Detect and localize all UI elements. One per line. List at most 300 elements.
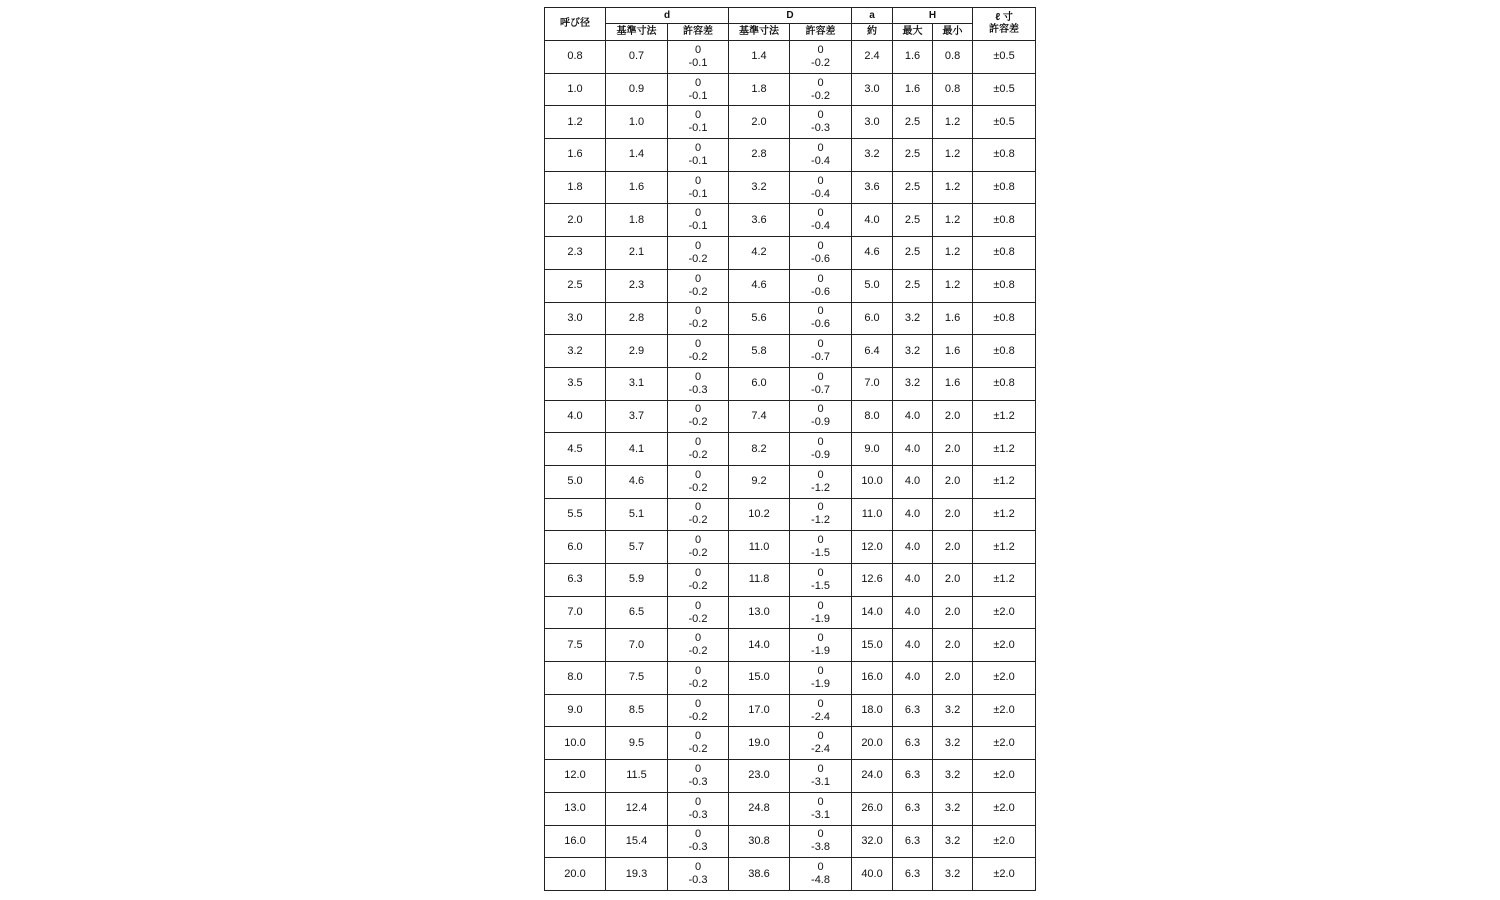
cell-H-min: 1.2 bbox=[933, 204, 973, 237]
cell-d-tolerance bbox=[668, 727, 729, 760]
cell-d-tolerance bbox=[668, 825, 729, 858]
table-row bbox=[545, 825, 1036, 858]
cell-D-tolerance bbox=[790, 858, 852, 891]
tolerance-upper: 0 bbox=[817, 795, 824, 808]
dimension-table bbox=[544, 7, 1036, 891]
tolerance-lower: -0.1 bbox=[688, 187, 708, 200]
cell-D-basic: 10.2 bbox=[729, 498, 790, 531]
tolerance-upper: 0 bbox=[694, 338, 702, 351]
cell-a-approx: 32.0 bbox=[852, 825, 893, 858]
tolerance-upper: 0 bbox=[817, 730, 824, 743]
cell-d-tolerance bbox=[668, 531, 729, 564]
cell-D-tolerance bbox=[790, 596, 852, 629]
cell-d-tolerance bbox=[668, 760, 729, 793]
cell-nominal-size: 1.2 bbox=[545, 106, 606, 139]
table-row bbox=[545, 237, 1036, 270]
cell-d-tolerance bbox=[668, 629, 729, 662]
cell-D-tolerance bbox=[790, 629, 852, 662]
cell-D-tolerance bbox=[790, 106, 852, 139]
cell-l-tolerance: ±0.8 bbox=[973, 139, 1036, 172]
table-row bbox=[545, 139, 1036, 172]
tolerance-lower: -0.2 bbox=[688, 514, 708, 527]
table-row bbox=[545, 629, 1036, 662]
cell-nominal-size: 3.2 bbox=[545, 335, 606, 368]
cell-H-max: 4.0 bbox=[893, 531, 933, 564]
cell-d-basic: 1.8 bbox=[606, 204, 668, 237]
tolerance-lower: -0.9 bbox=[811, 449, 830, 462]
cell-a-approx: 12.0 bbox=[852, 531, 893, 564]
cell-d-tolerance bbox=[668, 269, 729, 302]
tolerance-upper: 0 bbox=[694, 762, 702, 775]
table-row bbox=[545, 41, 1036, 74]
cell-nominal-size: 9.0 bbox=[545, 694, 606, 727]
cell-D-basic: 17.0 bbox=[729, 694, 790, 727]
cell-H-max: 2.5 bbox=[893, 269, 933, 302]
cell-nominal-size: 10.0 bbox=[545, 727, 606, 760]
cell-d-tolerance bbox=[668, 204, 729, 237]
tolerance-lower: -1.5 bbox=[811, 579, 830, 592]
cell-H-min: 1.6 bbox=[933, 302, 973, 335]
cell-a-approx: 14.0 bbox=[852, 596, 893, 629]
cell-D-basic: 5.8 bbox=[729, 335, 790, 368]
cell-d-tolerance bbox=[668, 139, 729, 172]
cell-d-tolerance bbox=[668, 792, 729, 825]
header-a-approx: 約 bbox=[852, 24, 893, 41]
cell-H-max: 2.5 bbox=[893, 139, 933, 172]
cell-a-approx: 16.0 bbox=[852, 662, 893, 695]
cell-d-tolerance bbox=[668, 335, 729, 368]
cell-H-max: 6.3 bbox=[893, 858, 933, 891]
cell-D-tolerance bbox=[790, 433, 852, 466]
table-row bbox=[545, 171, 1036, 204]
tolerance-upper: 0 bbox=[694, 272, 702, 285]
tolerance-upper: 0 bbox=[694, 305, 702, 318]
cell-d-tolerance bbox=[668, 564, 729, 597]
cell-nominal-size: 2.3 bbox=[545, 237, 606, 270]
cell-H-max: 4.0 bbox=[893, 629, 933, 662]
cell-H-max: 6.3 bbox=[893, 825, 933, 858]
table-row bbox=[545, 564, 1036, 597]
cell-H-max: 6.3 bbox=[893, 760, 933, 793]
cell-l-tolerance: ±2.0 bbox=[973, 596, 1036, 629]
cell-a-approx: 5.0 bbox=[852, 269, 893, 302]
cell-D-basic: 8.2 bbox=[729, 433, 790, 466]
cell-a-approx: 6.4 bbox=[852, 335, 893, 368]
cell-H-max: 2.5 bbox=[893, 171, 933, 204]
cell-D-basic: 30.8 bbox=[729, 825, 790, 858]
cell-d-tolerance bbox=[668, 694, 729, 727]
cell-nominal-size: 3.0 bbox=[545, 302, 606, 335]
tolerance-upper: 0 bbox=[817, 501, 824, 514]
header-D-basic: 基準寸法 bbox=[729, 24, 790, 41]
tolerance-upper: 0 bbox=[817, 76, 824, 89]
header-a: a bbox=[852, 8, 893, 24]
tolerance-upper: 0 bbox=[817, 141, 824, 154]
tolerance-upper: 0 bbox=[817, 403, 824, 416]
cell-a-approx: 3.0 bbox=[852, 73, 893, 106]
cell-H-min: 3.2 bbox=[933, 792, 973, 825]
cell-d-basic: 0.9 bbox=[606, 73, 668, 106]
cell-H-max: 6.3 bbox=[893, 694, 933, 727]
header-d: d bbox=[606, 8, 729, 24]
cell-a-approx: 40.0 bbox=[852, 858, 893, 891]
cell-d-basic: 15.4 bbox=[606, 825, 668, 858]
tolerance-upper: 0 bbox=[817, 239, 824, 252]
cell-H-max: 4.0 bbox=[893, 564, 933, 597]
cell-nominal-size: 6.3 bbox=[545, 564, 606, 597]
cell-a-approx: 20.0 bbox=[852, 727, 893, 760]
cell-d-tolerance bbox=[668, 596, 729, 629]
cell-nominal-size: 2.5 bbox=[545, 269, 606, 302]
cell-d-basic: 8.5 bbox=[606, 694, 668, 727]
cell-l-tolerance: ±0.8 bbox=[973, 302, 1036, 335]
cell-nominal-size: 7.5 bbox=[545, 629, 606, 662]
tolerance-upper: 0 bbox=[817, 566, 824, 579]
cell-D-tolerance bbox=[790, 498, 852, 531]
tolerance-upper: 0 bbox=[694, 730, 702, 743]
cell-d-tolerance bbox=[668, 73, 729, 106]
header-d-tolerance: 許容差 bbox=[668, 24, 729, 41]
cell-l-tolerance: ±0.8 bbox=[973, 269, 1036, 302]
cell-a-approx: 8.0 bbox=[852, 400, 893, 433]
cell-D-tolerance bbox=[790, 727, 852, 760]
cell-a-approx: 24.0 bbox=[852, 760, 893, 793]
cell-l-tolerance: ±2.0 bbox=[973, 694, 1036, 727]
cell-D-tolerance bbox=[790, 564, 852, 597]
cell-H-min: 1.2 bbox=[933, 139, 973, 172]
cell-l-tolerance: ±1.2 bbox=[973, 531, 1036, 564]
cell-D-tolerance bbox=[790, 465, 852, 498]
cell-a-approx: 3.6 bbox=[852, 171, 893, 204]
tolerance-lower: -3.1 bbox=[811, 808, 830, 821]
cell-H-max: 4.0 bbox=[893, 596, 933, 629]
tolerance-lower: -1.9 bbox=[811, 645, 830, 658]
tolerance-lower: -0.3 bbox=[688, 775, 708, 788]
tolerance-lower: -0.6 bbox=[811, 318, 830, 331]
table-row bbox=[545, 531, 1036, 564]
cell-H-min: 1.6 bbox=[933, 335, 973, 368]
tolerance-upper: 0 bbox=[817, 338, 824, 351]
cell-d-basic: 4.6 bbox=[606, 465, 668, 498]
tolerance-lower: -1.9 bbox=[811, 677, 830, 690]
table-row bbox=[545, 694, 1036, 727]
cell-D-tolerance bbox=[790, 367, 852, 400]
cell-l-tolerance: ±0.5 bbox=[973, 73, 1036, 106]
header-D-tolerance: 許容差 bbox=[790, 24, 852, 41]
tolerance-lower: -0.2 bbox=[688, 547, 708, 560]
cell-H-max: 4.0 bbox=[893, 662, 933, 695]
cell-D-tolerance bbox=[790, 139, 852, 172]
cell-d-tolerance bbox=[668, 106, 729, 139]
table-row bbox=[545, 73, 1036, 106]
header-d-basic: 基準寸法 bbox=[606, 24, 668, 41]
tolerance-upper: 0 bbox=[817, 664, 824, 677]
cell-D-tolerance bbox=[790, 694, 852, 727]
cell-H-max: 4.0 bbox=[893, 433, 933, 466]
cell-D-tolerance bbox=[790, 662, 852, 695]
tolerance-upper: 0 bbox=[817, 762, 824, 775]
header-H: H bbox=[893, 8, 973, 24]
cell-D-tolerance bbox=[790, 237, 852, 270]
cell-d-basic: 3.7 bbox=[606, 400, 668, 433]
tolerance-lower: -0.7 bbox=[811, 383, 830, 396]
table-row bbox=[545, 367, 1036, 400]
table-row bbox=[545, 760, 1036, 793]
cell-l-tolerance: ±2.0 bbox=[973, 825, 1036, 858]
tolerance-upper: 0 bbox=[817, 534, 824, 547]
cell-D-basic: 2.0 bbox=[729, 106, 790, 139]
cell-D-basic: 14.0 bbox=[729, 629, 790, 662]
header-l-top: ℓ 寸 bbox=[995, 12, 1013, 23]
tolerance-upper: 0 bbox=[817, 272, 824, 285]
tolerance-lower: -0.2 bbox=[688, 449, 708, 462]
cell-H-max: 2.5 bbox=[893, 237, 933, 270]
cell-D-basic: 4.2 bbox=[729, 237, 790, 270]
cell-d-tolerance bbox=[668, 400, 729, 433]
header-l-tolerance bbox=[973, 8, 1036, 41]
cell-D-tolerance bbox=[790, 531, 852, 564]
header-H-min: 最小 bbox=[933, 24, 973, 41]
cell-D-basic: 24.8 bbox=[729, 792, 790, 825]
cell-nominal-size: 20.0 bbox=[545, 858, 606, 891]
cell-D-basic: 3.6 bbox=[729, 204, 790, 237]
cell-D-tolerance bbox=[790, 400, 852, 433]
cell-D-basic: 23.0 bbox=[729, 760, 790, 793]
cell-H-min: 0.8 bbox=[933, 73, 973, 106]
tolerance-upper: 0 bbox=[694, 828, 702, 841]
tolerance-lower: -4.8 bbox=[811, 874, 830, 887]
cell-D-basic: 15.0 bbox=[729, 662, 790, 695]
cell-d-tolerance bbox=[668, 858, 729, 891]
cell-a-approx: 3.2 bbox=[852, 139, 893, 172]
tolerance-lower: -0.4 bbox=[811, 220, 830, 233]
table-row bbox=[545, 204, 1036, 237]
cell-H-min: 3.2 bbox=[933, 858, 973, 891]
cell-nominal-size: 6.0 bbox=[545, 531, 606, 564]
cell-d-basic: 19.3 bbox=[606, 858, 668, 891]
tolerance-lower: -0.6 bbox=[811, 252, 830, 265]
tolerance-upper: 0 bbox=[817, 599, 824, 612]
cell-D-tolerance bbox=[790, 41, 852, 74]
table-row bbox=[545, 662, 1036, 695]
tolerance-lower: -0.2 bbox=[688, 579, 708, 592]
cell-D-tolerance bbox=[790, 171, 852, 204]
tolerance-lower: -0.1 bbox=[688, 220, 708, 233]
tolerance-lower: -1.2 bbox=[811, 481, 830, 494]
cell-nominal-size: 0.8 bbox=[545, 41, 606, 74]
cell-D-basic: 19.0 bbox=[729, 727, 790, 760]
cell-H-max: 1.6 bbox=[893, 73, 933, 106]
cell-l-tolerance: ±1.2 bbox=[973, 400, 1036, 433]
tolerance-lower: -1.2 bbox=[811, 514, 830, 527]
tolerance-upper: 0 bbox=[817, 370, 824, 383]
cell-D-basic: 13.0 bbox=[729, 596, 790, 629]
cell-D-tolerance bbox=[790, 825, 852, 858]
cell-d-basic: 1.6 bbox=[606, 171, 668, 204]
cell-l-tolerance: ±2.0 bbox=[973, 727, 1036, 760]
cell-nominal-size: 2.0 bbox=[545, 204, 606, 237]
cell-l-tolerance: ±0.8 bbox=[973, 171, 1036, 204]
tolerance-upper: 0 bbox=[694, 403, 702, 416]
tolerance-upper: 0 bbox=[694, 664, 702, 677]
table-row bbox=[545, 335, 1036, 368]
cell-H-max: 6.3 bbox=[893, 792, 933, 825]
cell-a-approx: 2.4 bbox=[852, 41, 893, 74]
tolerance-lower: -0.3 bbox=[688, 808, 708, 821]
cell-D-tolerance bbox=[790, 73, 852, 106]
tolerance-lower: -0.9 bbox=[811, 416, 830, 429]
tolerance-upper: 0 bbox=[694, 43, 702, 56]
cell-H-min: 1.2 bbox=[933, 237, 973, 270]
cell-l-tolerance: ±0.5 bbox=[973, 106, 1036, 139]
table-body bbox=[545, 41, 1036, 891]
cell-d-basic: 2.3 bbox=[606, 269, 668, 302]
tolerance-lower: -0.2 bbox=[688, 285, 708, 298]
tolerance-upper: 0 bbox=[694, 141, 702, 154]
tolerance-upper: 0 bbox=[694, 861, 702, 874]
cell-d-basic: 1.0 bbox=[606, 106, 668, 139]
cell-H-max: 3.2 bbox=[893, 302, 933, 335]
tolerance-upper: 0 bbox=[694, 109, 702, 122]
cell-l-tolerance: ±0.8 bbox=[973, 335, 1036, 368]
tolerance-lower: -0.2 bbox=[688, 743, 708, 756]
tolerance-upper: 0 bbox=[817, 207, 824, 220]
tolerance-lower: -0.2 bbox=[811, 56, 830, 69]
table-row bbox=[545, 727, 1036, 760]
cell-H-min: 0.8 bbox=[933, 41, 973, 74]
tolerance-upper: 0 bbox=[694, 76, 702, 89]
cell-D-basic: 6.0 bbox=[729, 367, 790, 400]
header-D: D bbox=[729, 8, 852, 24]
cell-H-max: 2.5 bbox=[893, 204, 933, 237]
tolerance-upper: 0 bbox=[694, 501, 702, 514]
cell-H-min: 2.0 bbox=[933, 433, 973, 466]
cell-H-max: 4.0 bbox=[893, 400, 933, 433]
tolerance-lower: -0.1 bbox=[688, 56, 708, 69]
cell-D-tolerance bbox=[790, 335, 852, 368]
tolerance-lower: -2.4 bbox=[811, 710, 830, 723]
cell-d-basic: 5.9 bbox=[606, 564, 668, 597]
cell-d-basic: 2.9 bbox=[606, 335, 668, 368]
tolerance-upper: 0 bbox=[817, 305, 824, 318]
tolerance-upper: 0 bbox=[817, 174, 824, 187]
cell-d-tolerance bbox=[668, 662, 729, 695]
cell-l-tolerance: ±1.2 bbox=[973, 564, 1036, 597]
cell-D-basic: 5.6 bbox=[729, 302, 790, 335]
cell-H-min: 3.2 bbox=[933, 694, 973, 727]
cell-nominal-size: 5.5 bbox=[545, 498, 606, 531]
cell-a-approx: 26.0 bbox=[852, 792, 893, 825]
cell-d-tolerance bbox=[668, 465, 729, 498]
cell-H-max: 1.6 bbox=[893, 41, 933, 74]
tolerance-lower: -0.3 bbox=[688, 383, 708, 396]
cell-H-min: 1.2 bbox=[933, 106, 973, 139]
cell-H-max: 6.3 bbox=[893, 727, 933, 760]
tolerance-lower: -0.2 bbox=[688, 612, 708, 625]
cell-H-min: 2.0 bbox=[933, 400, 973, 433]
cell-d-basic: 1.4 bbox=[606, 139, 668, 172]
cell-l-tolerance: ±2.0 bbox=[973, 662, 1036, 695]
cell-D-tolerance bbox=[790, 269, 852, 302]
tolerance-upper: 0 bbox=[817, 436, 824, 449]
tolerance-lower: -0.2 bbox=[688, 318, 708, 331]
tolerance-lower: -0.3 bbox=[811, 122, 830, 135]
cell-H-min: 2.0 bbox=[933, 596, 973, 629]
header-l-bottom: 許容差 bbox=[989, 24, 1020, 35]
cell-H-min: 3.2 bbox=[933, 825, 973, 858]
cell-nominal-size: 4.0 bbox=[545, 400, 606, 433]
cell-d-tolerance bbox=[668, 498, 729, 531]
tolerance-lower: -0.2 bbox=[688, 252, 708, 265]
cell-d-basic: 2.1 bbox=[606, 237, 668, 270]
cell-a-approx: 15.0 bbox=[852, 629, 893, 662]
cell-D-basic: 7.4 bbox=[729, 400, 790, 433]
cell-H-min: 2.0 bbox=[933, 498, 973, 531]
cell-H-max: 4.0 bbox=[893, 465, 933, 498]
cell-d-basic: 0.7 bbox=[606, 41, 668, 74]
table-row bbox=[545, 106, 1036, 139]
cell-D-basic: 9.2 bbox=[729, 465, 790, 498]
cell-l-tolerance: ±2.0 bbox=[973, 858, 1036, 891]
tolerance-upper: 0 bbox=[694, 239, 702, 252]
cell-nominal-size: 4.5 bbox=[545, 433, 606, 466]
cell-d-basic: 7.0 bbox=[606, 629, 668, 662]
cell-nominal-size: 8.0 bbox=[545, 662, 606, 695]
cell-d-basic: 5.1 bbox=[606, 498, 668, 531]
tolerance-lower: -0.2 bbox=[688, 481, 708, 494]
cell-d-basic: 5.7 bbox=[606, 531, 668, 564]
cell-a-approx: 18.0 bbox=[852, 694, 893, 727]
tolerance-lower: -0.2 bbox=[688, 645, 708, 658]
tolerance-lower: -0.2 bbox=[688, 710, 708, 723]
cell-a-approx: 9.0 bbox=[852, 433, 893, 466]
cell-H-min: 2.0 bbox=[933, 465, 973, 498]
tolerance-upper: 0 bbox=[694, 697, 702, 710]
tolerance-upper: 0 bbox=[817, 109, 824, 122]
cell-D-basic: 38.6 bbox=[729, 858, 790, 891]
cell-H-min: 3.2 bbox=[933, 727, 973, 760]
cell-H-max: 4.0 bbox=[893, 498, 933, 531]
cell-D-basic: 11.8 bbox=[729, 564, 790, 597]
cell-nominal-size: 13.0 bbox=[545, 792, 606, 825]
cell-D-basic: 11.0 bbox=[729, 531, 790, 564]
tolerance-upper: 0 bbox=[817, 468, 824, 481]
header-H-max: 最大 bbox=[893, 24, 933, 41]
cell-D-tolerance bbox=[790, 760, 852, 793]
cell-l-tolerance: ±0.8 bbox=[973, 204, 1036, 237]
cell-l-tolerance: ±0.8 bbox=[973, 237, 1036, 270]
cell-a-approx: 4.0 bbox=[852, 204, 893, 237]
cell-D-basic: 3.2 bbox=[729, 171, 790, 204]
tolerance-lower: -0.3 bbox=[688, 874, 708, 887]
cell-l-tolerance: ±2.0 bbox=[973, 760, 1036, 793]
table-row bbox=[545, 433, 1036, 466]
tolerance-lower: -0.3 bbox=[688, 841, 708, 854]
tolerance-upper: 0 bbox=[817, 632, 824, 645]
cell-H-min: 3.2 bbox=[933, 760, 973, 793]
cell-nominal-size: 1.6 bbox=[545, 139, 606, 172]
tolerance-lower: -3.8 bbox=[811, 841, 830, 854]
tolerance-upper: 0 bbox=[694, 534, 702, 547]
cell-H-max: 3.2 bbox=[893, 367, 933, 400]
cell-d-tolerance bbox=[668, 237, 729, 270]
cell-a-approx: 4.6 bbox=[852, 237, 893, 270]
tolerance-lower: -0.2 bbox=[688, 416, 708, 429]
cell-H-min: 2.0 bbox=[933, 564, 973, 597]
cell-l-tolerance: ±2.0 bbox=[973, 629, 1036, 662]
cell-H-min: 2.0 bbox=[933, 629, 973, 662]
cell-nominal-size: 1.0 bbox=[545, 73, 606, 106]
